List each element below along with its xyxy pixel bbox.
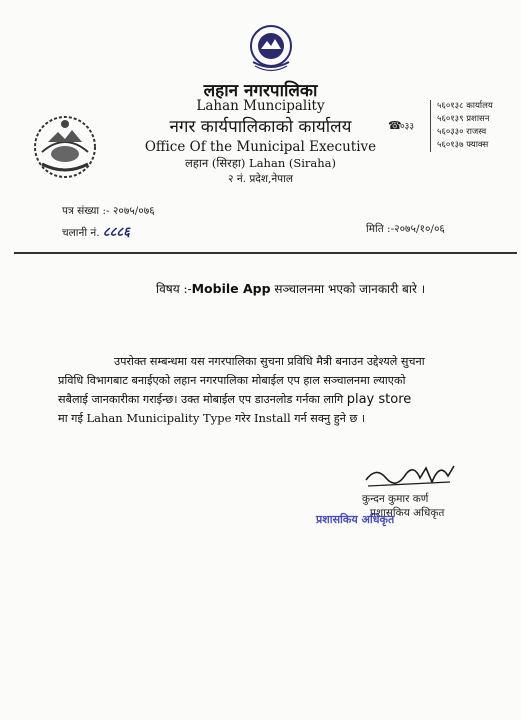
header-divider (14, 252, 517, 254)
letter-date: मिति :-२०७५/१०/०६ (366, 223, 445, 235)
body-line-4-a: मा गई (58, 412, 83, 425)
dispatch-number (62, 222, 130, 240)
province-line: २ नं. प्रदेश,नेपाल (228, 173, 293, 185)
body-line-3 (58, 390, 478, 409)
signature (362, 458, 457, 492)
phone-list (430, 100, 493, 152)
subject-prefix: विषय :- (156, 282, 192, 296)
subject-app: Mobile App (191, 281, 271, 296)
municipality-name-english: Lahan Muncipality (196, 98, 325, 114)
office-name-english: Office Of the Municipal Executive (144, 139, 377, 155)
dispatch-label: चलानी नं. (62, 227, 100, 239)
municipality-name-nepali: लहान नगरपालिका (203, 81, 318, 101)
telephone-icon: ☎ (388, 119, 402, 132)
office-name-nepali: नगर कार्यपालिकाको कार्यालय (169, 117, 352, 137)
phone-revenue: ५६०३३० राजस्व (437, 127, 487, 137)
district-line: लहान (सिरहा) Lahan (Siraha) (184, 156, 337, 170)
app-search-term: Lahan Municipality Type (86, 411, 232, 425)
phone-office: ५६०१३८ कार्यालय (437, 101, 493, 111)
body-line-2: प्रविधि विभागबाट बनाईएको लहान नगरपालिका मोबाईल एप हाल सञ्चालनमा ल्याएको (58, 374, 406, 387)
letter-body (58, 352, 478, 428)
phone-area-code: ०३३ (400, 122, 415, 132)
body-line-1: उपरोक्त सम्बन्धमा यस नगरपालिका सुचना प्रविधि मैत्री बनाउन उद्देश्यले सुचना (114, 355, 425, 368)
signatory-designation: प्रशासकिय अधिकृत (370, 507, 445, 519)
subject-suffix: सञ्चालनमा भएको जानकारी बारे । (274, 282, 426, 296)
play-store-text: play store (346, 392, 412, 407)
body-line-4-c: गरेर (234, 412, 251, 425)
subject-line (156, 280, 425, 297)
body-line-4 (58, 409, 478, 428)
dispatch-value: ८८८६ (102, 225, 130, 240)
municipality-logo (245, 22, 297, 74)
reference-number: पत्र संख्या :- २०७५/०७६ (62, 205, 155, 217)
phone-fax: ५६०१३७ फ्याक्स (437, 140, 489, 150)
body-line-3-text: सबैलाई जानकारीका गराईन्छ। उक्त मोबाईल एप डाउनलोड गर्नका लागि (58, 393, 344, 406)
phone-admin: ५६०१३९ प्रशासन (437, 114, 490, 124)
signatory-name: कुन्दन कुमार कर्ण (362, 493, 429, 505)
official-stamp: प्रशासकिय अधिकृत (316, 513, 395, 526)
install-text: Install (253, 411, 291, 425)
body-line-4-e: गर्न सक्नु हुने छ । (294, 412, 366, 425)
